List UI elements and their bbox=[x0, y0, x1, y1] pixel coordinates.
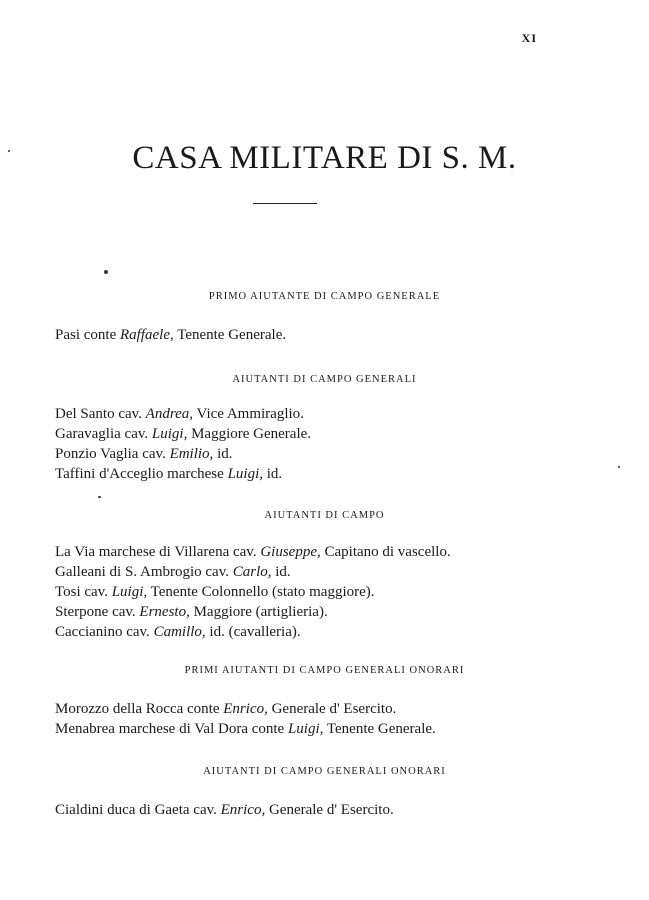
entry-line: Sterpone cav. Ernesto, Maggiore (artiglieria). bbox=[55, 604, 328, 620]
section-heading: AIUTANTI DI CAMPO bbox=[264, 510, 385, 521]
page-title: CASA MILITARE DI S. M. bbox=[132, 140, 517, 176]
entry-line: Del Santo cav. Andrea, Vice Ammiraglio. bbox=[55, 406, 304, 422]
scan-speck bbox=[618, 466, 620, 468]
entry-line: Pasi conte Raffaele, Tenente Generale. bbox=[55, 327, 287, 343]
section-heading: PRIMI AIUTANTI DI CAMPO GENERALI ONORARI bbox=[184, 665, 465, 676]
title-rule bbox=[253, 203, 317, 204]
entry-line: Caccianino cav. Camillo, id. (cavalleria). bbox=[55, 624, 301, 640]
scan-speck bbox=[8, 150, 10, 152]
entry-line: Ponzio Vaglia cav. Emilio, id. bbox=[55, 446, 233, 462]
page-number: XI bbox=[521, 31, 537, 45]
section-heading: PRIMO AIUTANTE DI CAMPO GENERALE bbox=[208, 291, 441, 302]
entry-line: Morozzo della Rocca conte Enrico, Generale d' Esercito. bbox=[55, 701, 397, 717]
scan-speck bbox=[104, 270, 108, 274]
scan-speck bbox=[98, 496, 101, 498]
entry-line: La Via marchese di Villarena cav. Giuseppe, Capitano di vascello. bbox=[55, 544, 451, 560]
section-heading: AIUTANTI DI CAMPO GENERALI ONORARI bbox=[203, 766, 446, 777]
entry-line: Garavaglia cav. Luigi, Maggiore Generale. bbox=[55, 426, 312, 442]
section-heading: AIUTANTI DI CAMPO GENERALI bbox=[232, 374, 417, 385]
entry-line: Cialdini duca di Gaeta cav. Enrico, Generale d' Esercito. bbox=[55, 802, 394, 818]
entry-line: Galleani di S. Ambrogio cav. Carlo, id. bbox=[55, 564, 291, 580]
entry-line: Menabrea marchese di Val Dora conte Luigi, Tenente Generale. bbox=[55, 721, 436, 737]
entry-line: Tosi cav. Luigi, Tenente Colonnello (stato maggiore). bbox=[55, 584, 375, 600]
entry-line: Taffini d'Acceglio marchese Luigi, id. bbox=[55, 466, 283, 482]
